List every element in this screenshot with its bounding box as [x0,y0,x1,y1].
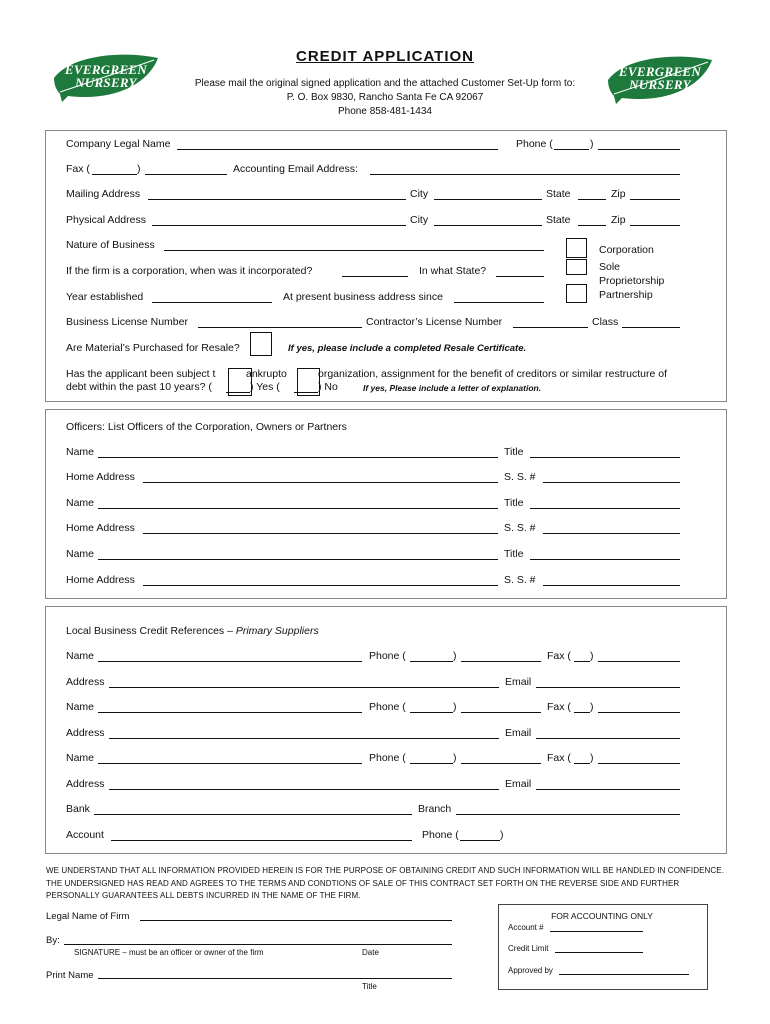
entity-corporation-label: Corporation [599,244,654,256]
accounting-email-label: Accounting Email Address: [233,163,358,175]
reference-2-address-label: Address [66,727,105,739]
reference-2-fax-close: ) [590,701,594,713]
officer-2-title-field[interactable] [530,508,680,509]
officer-3-ss-field[interactable] [543,585,680,586]
nature-of-business-field[interactable] [164,250,544,251]
fax-area-field[interactable] [92,174,137,175]
contractor-license-field[interactable] [513,327,588,328]
officer-3-address-field[interactable] [143,585,498,586]
physical-state-field[interactable] [578,225,606,226]
resale-checkbox[interactable] [250,332,272,356]
reference-3-phone-field[interactable] [461,763,541,764]
reference-1-email-field[interactable] [536,687,680,688]
reference-2-phone-label: Phone ( [369,701,406,713]
mailing-address-label: Mailing Address [66,188,141,200]
mailing-zip-field[interactable] [630,199,680,200]
officer-2-address-label: Home Address [66,522,135,534]
reference-3-phone-label: Phone ( [369,752,406,764]
reference-2-name-field[interactable] [98,712,362,713]
reference-1-fax-area-field[interactable] [574,661,590,662]
physical-city-label: City [410,214,429,226]
accounting-heading: FOR ACCOUNTING ONLY [551,911,653,921]
reference-2-email-field[interactable] [536,738,680,739]
business-license-field[interactable] [198,327,362,328]
account-phone-field[interactable] [460,840,500,841]
legal-name-firm-field[interactable] [140,920,452,921]
officer-3-address-label: Home Address [66,574,135,586]
officer-1-name-label: Name [66,446,95,458]
officer-1-ss-field[interactable] [543,482,680,483]
year-established-label: Year established [66,291,144,303]
incorporated-label: If the firm is a corporation, when was it incorporated? [66,265,313,277]
legal-name-firm-label: Legal Name of Firm [46,911,130,922]
mailing-state-field[interactable] [578,199,606,200]
bankruptcy-yes-checkbox[interactable] [228,368,252,396]
physical-address-label: Physical Address [66,214,146,226]
bankruptcy-no-label: ) No [318,381,338,393]
reference-1-fax-label: Fax ( [547,650,571,662]
company-legal-name-field[interactable] [177,149,498,150]
officer-3-title-label: Title [504,548,524,560]
account-phone-close: ) [500,829,504,841]
company-legal-name-label: Company Legal Name [66,138,171,150]
officer-2-ss-label: S. S. # [504,522,536,534]
mailing-city-label: City [410,188,429,200]
officers-heading: Officers: List Officers of the Corporation, Owners or Partners [66,421,347,433]
reference-1-email-label: Email [505,676,532,688]
header-phone: Phone 858-481-1434 [338,106,432,117]
reference-3-address-label: Address [66,778,105,790]
print-name-label: Print Name [46,970,94,981]
company-phone-area-field[interactable] [554,149,589,150]
entity-proprietorship-label: Proprietorship [599,275,665,287]
reference-1-phone-area-field[interactable] [410,661,453,662]
reference-1-fax-field[interactable] [598,661,680,662]
reference-2-phone-area-field[interactable] [410,712,453,713]
bankruptcy-question-a: Has the applicant been subject t [66,368,216,380]
year-established-field[interactable] [152,302,272,303]
credit-limit-field[interactable] [555,952,643,953]
reference-3-email-field[interactable] [536,789,680,790]
bankruptcy-question-line2: debt within the past 10 years? ( [66,381,212,393]
print-name-field[interactable] [98,978,452,979]
signature-caption: SIGNATURE – must be an officer or owner of the firm [74,948,264,957]
reference-2-fax-field[interactable] [598,712,680,713]
reference-2-fax-label: Fax ( [547,701,571,713]
mailing-zip-label: Zip [611,188,626,200]
officer-1-name-field[interactable] [98,457,498,458]
reference-3-address-field[interactable] [109,789,499,790]
reference-1-fax-close: ) [590,650,594,662]
credit-limit-label: Credit Limit [508,944,549,953]
approved-by-label: Approved by [508,966,553,975]
bank-label: Bank [66,803,90,815]
bankruptcy-note: If yes, Please include a letter of explanation. [363,383,542,393]
by-label: By: [46,935,60,946]
references-heading: Local Business Credit References – Primary Suppliers [66,625,319,637]
reference-2-email-label: Email [505,727,532,739]
reference-1-phone-label: Phone ( [369,650,406,662]
officer-3-name-label: Name [66,548,95,560]
officer-2-address-field[interactable] [143,533,498,534]
fax-label: Fax ( [66,163,90,175]
company-phone-field[interactable] [598,149,680,150]
officers-section [45,409,727,599]
fax-field[interactable] [145,174,227,175]
officer-2-title-label: Title [504,497,524,509]
reference-3-fax-label: Fax ( [547,752,571,764]
officer-1-title-field[interactable] [530,457,680,458]
officer-3-title-field[interactable] [530,559,680,560]
incorporated-date-field[interactable] [342,276,408,277]
logo-text: EVERGREEN NURSERY [64,62,148,90]
mailing-city-field[interactable] [434,199,542,200]
reference-3-name-label: Name [66,752,95,764]
company-phone-close: ) [590,138,594,150]
reference-1-name-field[interactable] [98,661,362,662]
account-field[interactable] [111,840,412,841]
resale-label: Are Material’s Purchased for Resale? [66,342,240,354]
officer-2-name-field[interactable] [98,508,498,509]
account-phone-label: Phone ( [422,829,459,841]
accounting-account-field[interactable] [550,931,643,932]
business-license-label: Business License Number [66,316,188,328]
reference-2-phone-field[interactable] [461,712,541,713]
reference-2-address-field[interactable] [109,738,499,739]
reference-3-name-field[interactable] [98,763,362,764]
bankruptcy-question-c: organization, assignment for the benefit of creditors or similar restructure of [318,368,667,380]
mailing-state-label: State [546,188,571,200]
nature-of-business-label: Nature of Business [66,239,155,251]
mailing-instruction: Please mail the original signed application and the attached Customer Set-Up form to: [194,78,576,89]
title-caption: Title [362,982,377,991]
accounting-email-field[interactable] [370,174,680,175]
company-phone-label: Phone ( [516,138,553,150]
present-address-field[interactable] [454,302,544,303]
bankruptcy-no-checkbox[interactable] [297,368,320,396]
credit-references-section [45,606,727,854]
accounting-account-label: Account # [508,923,544,932]
officer-2-name-label: Name [66,497,95,509]
signature-field[interactable] [64,944,452,945]
officer-1-address-field[interactable] [143,482,498,483]
physical-zip-field[interactable] [630,225,680,226]
partnership-checkbox[interactable] [566,284,587,303]
date-caption: Date [362,948,379,957]
physical-address-field[interactable] [152,225,406,226]
reference-3-fax-close: ) [590,752,594,764]
bank-field[interactable] [94,814,412,815]
physical-city-field[interactable] [434,225,542,226]
reference-1-name-label: Name [66,650,95,662]
reference-3-email-label: Email [505,778,532,790]
present-address-label: At present business address since [283,291,443,303]
incorporated-state-field[interactable] [496,276,544,277]
entity-sole-label: Sole [599,261,621,273]
officer-1-title-label: Title [504,446,524,458]
corporation-checkbox[interactable] [566,238,587,258]
officer-3-name-field[interactable] [98,559,498,560]
logo-text: EVERGREEN NURSERY [618,64,702,92]
officer-3-ss-label: S. S. # [504,574,536,586]
reference-2-phone-close: ) [453,701,457,713]
reference-1-phone-close: ) [453,650,457,662]
page-title: CREDIT APPLICATION [296,48,474,65]
contractor-license-label: Contractor’s License Number [366,316,503,328]
incorporated-state-label: In what State? [419,265,487,277]
officer-2-ss-field[interactable] [543,533,680,534]
branch-label: Branch [418,803,452,815]
class-field[interactable] [622,327,680,328]
sole-proprietorship-checkbox[interactable] [566,259,587,275]
fax-close: ) [137,163,141,175]
resale-note: If yes, please include a completed Resale Certificate. [288,343,527,354]
reference-1-address-label: Address [66,676,105,688]
reference-3-fax-area-field[interactable] [574,763,590,764]
officer-1-ss-label: S. S. # [504,471,536,483]
reference-1-address-field[interactable] [109,687,499,688]
physical-zip-label: Zip [611,214,626,226]
officer-1-address-label: Home Address [66,471,135,483]
mailing-address-field[interactable] [148,199,406,200]
entity-partnership-label: Partnership [599,289,653,301]
branch-field[interactable] [456,814,680,815]
reference-2-name-label: Name [66,701,95,713]
reference-3-phone-close: ) [453,752,457,764]
class-label: Class [592,316,619,328]
po-box: P. O. Box 9830, Rancho Santa Fe CA 92067 [286,92,484,103]
reference-2-fax-area-field[interactable] [574,712,590,713]
legal-agreement-text: WE UNDERSTAND THAT ALL INFORMATION PROVIDED HEREIN IS FOR THE PURPOSE OF OBTAINING CREDIT AND SUCH INFORMATION WILL BE HANDLED IN CONFIDENCE. THE UNDERSIGNED HAS READ AND AGREES TO THE TERMS AND CONDTIONS OF SALE OF THIS CONTRACT SET FORTH ON THE REVERSE SIDE AND FURTHER PERSONALLY GUARANTEES ALL DEBTS INCURRED IN THE NAME OF THE FIRM. [46,866,725,900]
approved-by-field[interactable] [559,974,689,975]
reference-3-fax-field[interactable] [598,763,680,764]
account-label: Account [66,829,104,841]
physical-state-label: State [546,214,571,226]
bankruptcy-yes-label: ) Yes ( [250,381,280,393]
bankruptcy-question-b: ankrupto [246,368,287,380]
reference-1-phone-field[interactable] [461,661,541,662]
reference-3-phone-area-field[interactable] [410,763,453,764]
